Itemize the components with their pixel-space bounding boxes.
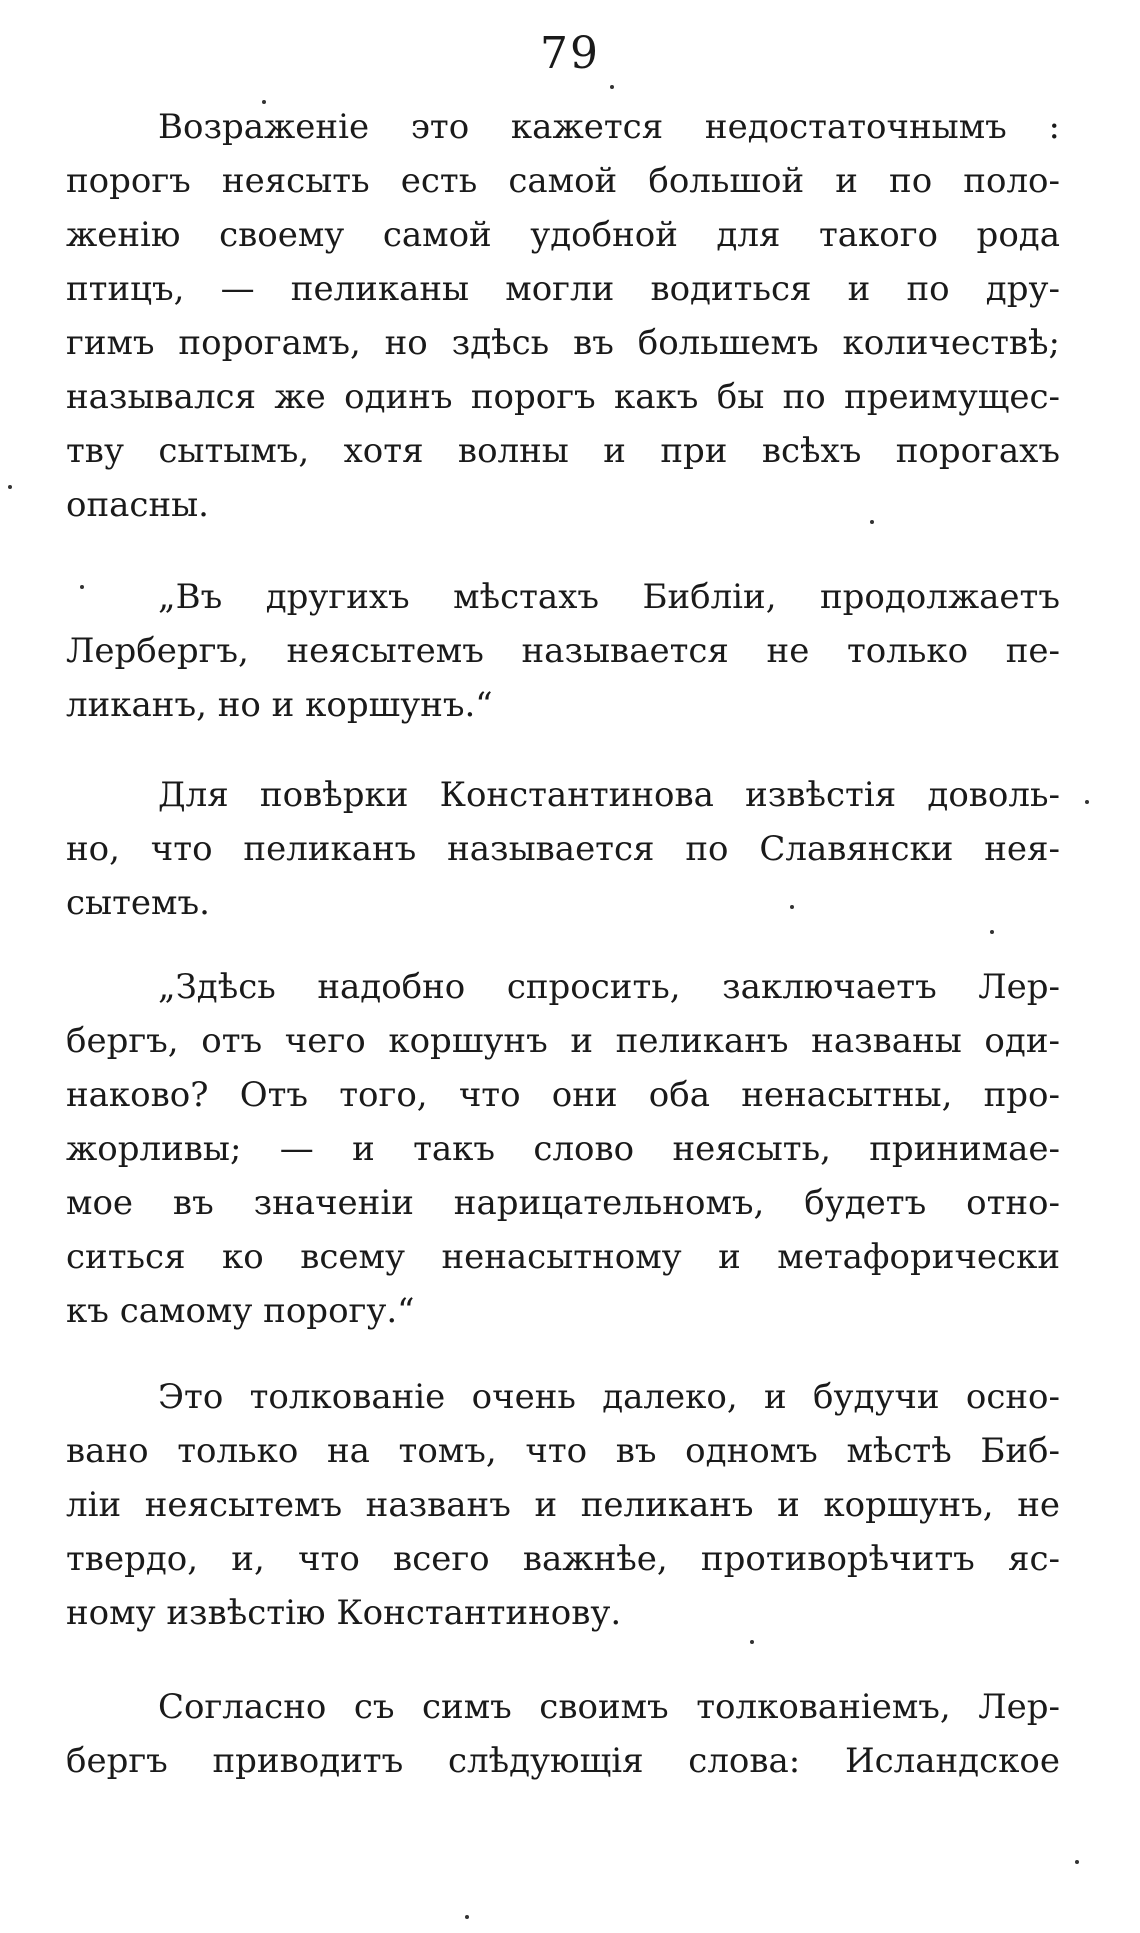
text-line: мое въ значеніи нарицательномъ, будетъ отно- — [66, 1183, 1060, 1223]
scan-speck — [870, 520, 874, 524]
scan-speck — [990, 930, 994, 934]
text-line: Для повѣрки Константинова извѣстія доволь- — [158, 775, 1060, 815]
text-line: бергъ, отъ чего коршунъ и пеликанъ названы оди- — [66, 1021, 1060, 1061]
scan-speck — [80, 585, 84, 589]
page-number: 79 — [540, 28, 600, 79]
text-line: къ самому порогу.“ — [66, 1291, 415, 1331]
paragraph-6 — [66, 1680, 1060, 1788]
text-line: тву сытымъ, хотя волны и при всѣхъ порогахъ — [66, 431, 1060, 471]
text-line: Это толкованіе очень далеко, и будучи осно- — [158, 1377, 1060, 1417]
text-line: жорливы; — и такъ слово неясыть, принимае- — [66, 1129, 1060, 1169]
text-line: ному извѣстію Константинову. — [66, 1593, 622, 1633]
text-line: порогъ неясыть есть самой большой и по поло- — [66, 161, 1060, 201]
text-line: Лербергъ, неясытемъ называется не только пе- — [66, 631, 1060, 671]
paragraph-2 — [66, 570, 1060, 732]
paragraph-4 — [66, 960, 1060, 1338]
paragraph-5 — [66, 1370, 1060, 1640]
text-line: женію своему самой удобной для такого рода — [66, 215, 1060, 255]
scan-speck — [610, 85, 614, 89]
scan-speck — [1085, 800, 1089, 804]
text-line: наково? Отъ того, что они оба ненасытны, про- — [66, 1075, 1060, 1115]
text-line: птицъ, — пеликаны могли водиться и по дру- — [66, 269, 1060, 309]
text-line: Возраженіе это кажется недостаточнымъ : — [158, 107, 1060, 147]
text-line: ліи неясытемъ названъ и пеликанъ и коршунъ, не — [66, 1485, 1060, 1525]
scan-speck — [750, 1640, 754, 1644]
scan-speck — [465, 1915, 469, 1919]
paragraph-1 — [66, 100, 1060, 532]
scan-speck — [1075, 1860, 1079, 1864]
paragraph-3 — [66, 768, 1060, 930]
text-line: ликанъ, но и коршунъ.“ — [66, 685, 493, 725]
text-line: назывался же одинъ порогъ какъ бы по преимущес- — [66, 377, 1060, 417]
text-line: вано только на томъ, что въ одномъ мѣстѣ Биб- — [66, 1431, 1060, 1471]
text-line: Согласно съ симъ своимъ толкованіемъ, Лер- — [158, 1687, 1060, 1727]
text-line: ситься ко всему ненасытному и метафорически — [66, 1237, 1060, 1277]
text-line: сытемъ. — [66, 883, 210, 923]
text-line: „Здѣсь надобно спросить, заключаетъ Лер- — [158, 967, 1060, 1007]
text-line: опасны. — [66, 485, 209, 525]
scan-speck — [8, 485, 12, 489]
text-line: бергъ приводитъ слѣдующія слова: Исландское — [66, 1741, 1060, 1781]
scan-speck — [790, 905, 794, 909]
text-line: но, что пеликанъ называется по Славянски нея- — [66, 829, 1060, 869]
text-line: твердо, и, что всего важнѣе, противорѣчитъ яс- — [66, 1539, 1060, 1579]
text-line: гимъ порогамъ, но здѣсь въ большемъ количествѣ; — [66, 323, 1060, 363]
text-line: „Въ другихъ мѣстахъ Библіи, продолжаетъ — [158, 577, 1060, 617]
scan-speck — [262, 100, 266, 104]
